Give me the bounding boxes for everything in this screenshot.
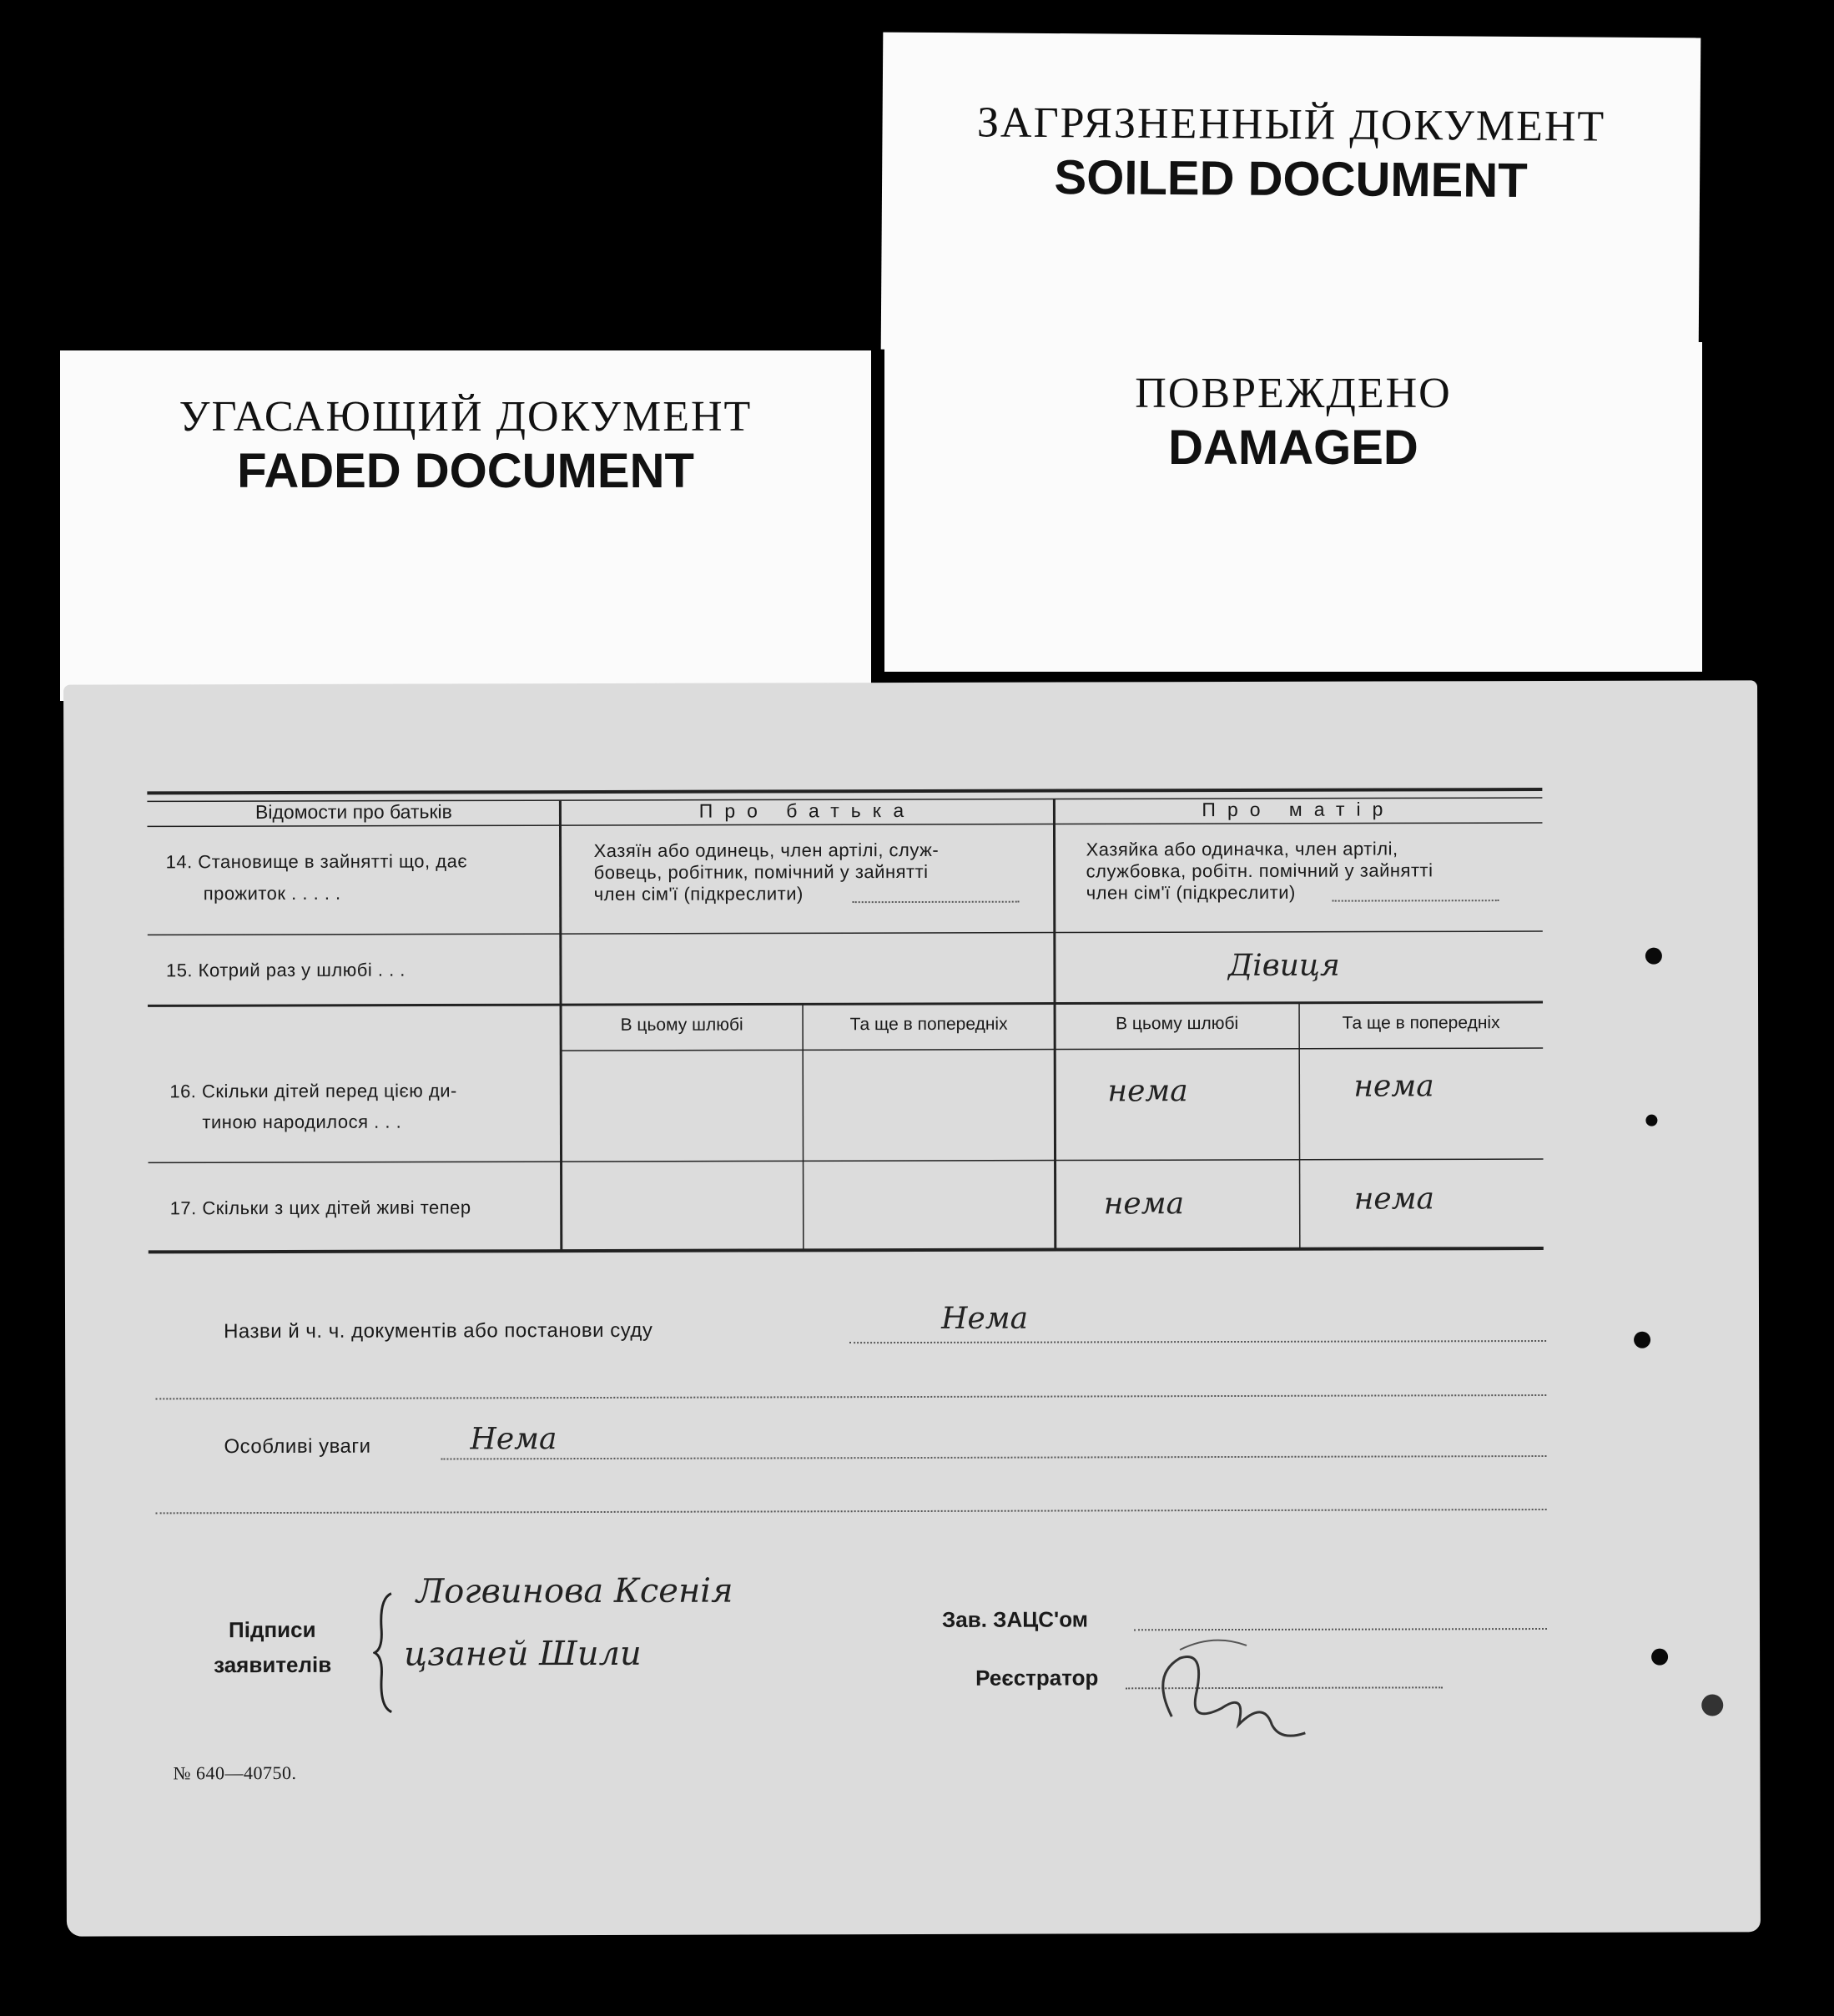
row14-father-line2: бовець, робітник, помічний у зайнятті [593, 860, 929, 883]
signature-line-2: цзаней Шили [404, 1634, 642, 1674]
binding-hole [1701, 1694, 1723, 1716]
soiled-card-en: SOILED DOCUMENT [1054, 150, 1528, 208]
faded-card-ru: УГАСАЮЩИЙ ДОКУМЕНТ [179, 393, 753, 441]
signatures-brace [373, 1590, 398, 1716]
signatures-label-line1: Підписи [228, 1616, 316, 1643]
subheader-mother-prev: Та ще в попередніх [1342, 1013, 1500, 1033]
documents-value: Нема [940, 1301, 1029, 1336]
header-parents-info: Відомости про батьків [254, 800, 452, 824]
binding-hole [1651, 1649, 1668, 1666]
row16-mother-prev-value: нема [1353, 1069, 1434, 1104]
row16-label-line2: тиною народилося . . . [202, 1111, 402, 1133]
damaged-card [884, 342, 1702, 672]
damaged-card-ru: ПОВРЕЖДЕНО [1135, 370, 1452, 417]
row14-label-line1: 14. Становище в зайнятті що, дає [165, 850, 468, 873]
registrar-label: Реєстратор [975, 1665, 1099, 1691]
soiled-document-card [881, 33, 1701, 355]
documents-label: Назви й ч. ч. документів або постанови суду [224, 1318, 653, 1343]
row17-mother-prev-value: нема [1353, 1182, 1435, 1217]
row14-mother-line1: Хазяйка або одиначка, член артілі, [1086, 838, 1398, 860]
binding-hole [1634, 1332, 1650, 1348]
binding-hole [1645, 1115, 1657, 1126]
row14-mother-line2: службовка, робітн. помічний у зайнятті [1086, 859, 1433, 882]
soiled-card-ru: ЗАГРЯЗНЕННЫЙ ДОКУМЕНТ [976, 98, 1606, 151]
row15-mother-value: Дівиця [1227, 948, 1340, 984]
row17-mother-this-value: нема [1103, 1187, 1185, 1222]
remarks-label: Особливі уваги [224, 1434, 371, 1459]
faded-card-en: FADED DOCUMENT [237, 444, 694, 498]
row16-label-line1: 16. Скільки дітей перед цією ди- [169, 1080, 457, 1102]
row16-mother-this-value: нема [1107, 1074, 1188, 1109]
faded-document-card [60, 350, 871, 701]
damaged-card-en: DAMAGED [1168, 421, 1418, 475]
row14-mother-line3: член сім'ї (підкреслити) [1086, 881, 1296, 904]
row14-father-line3: член сім'ї (підкреслити) [593, 883, 804, 905]
row17-label: 17. Скільки з цих дітей живі тепер [169, 1197, 471, 1219]
registrar-signature [1146, 1600, 1330, 1742]
row14-label-line2: прожиток . . . . . [203, 882, 341, 905]
head-label: Зав. ЗАЦС'ом [941, 1606, 1088, 1632]
form-number: № 640—40750. [173, 1761, 297, 1784]
signature-line-1: Логвинова Ксенія [416, 1571, 733, 1611]
subheader-mother-this: В цьому шлюбі [1116, 1013, 1239, 1034]
row14-father-line1: Хазяїн або одинець, член артілі, служ- [593, 839, 940, 861]
header-mother: Про матір [1202, 798, 1395, 821]
subheader-father-this: В цьому шлюбі [620, 1015, 743, 1035]
remarks-value: Нема [470, 1422, 557, 1457]
signatures-label-line2: заявителів [214, 1651, 332, 1678]
header-father: Про батька [698, 799, 916, 822]
row15-label: 15. Котрий раз у шлюбі . . . [165, 959, 406, 981]
record-form-sheet [63, 680, 1761, 1936]
subheader-father-prev: Та ще в попередніх [849, 1014, 1008, 1035]
binding-hole [1645, 948, 1662, 965]
